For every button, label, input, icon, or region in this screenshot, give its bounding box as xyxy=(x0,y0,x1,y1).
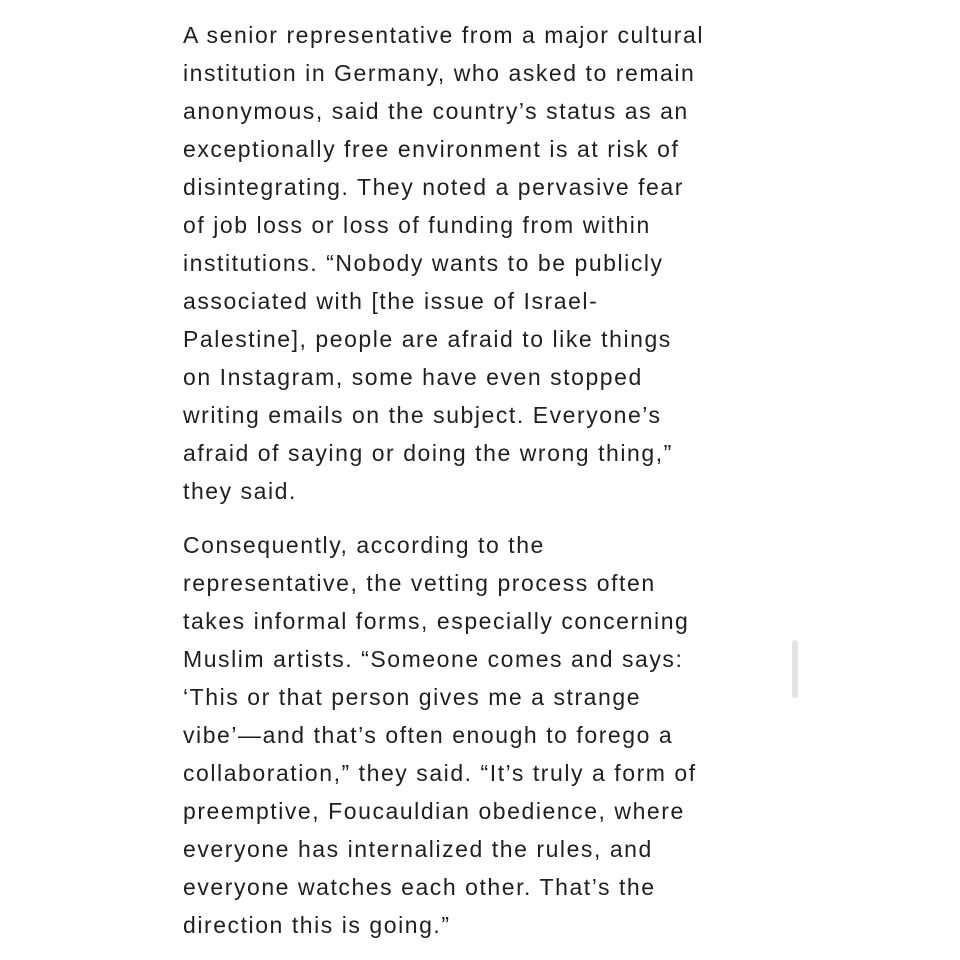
article-paragraph xyxy=(183,526,783,944)
text-line: on Instagram, some have even stopped xyxy=(183,364,643,390)
text-line: anonymous, said the country’s status as an xyxy=(183,98,689,124)
text-line: associated with [the issue of Israel- xyxy=(183,288,599,314)
text-line: Palestine], people are afraid to like things xyxy=(183,326,672,352)
text-line: Muslim artists. “Someone comes and says: xyxy=(183,646,684,672)
article-paragraph xyxy=(183,16,783,510)
text-line: they said. xyxy=(183,478,297,504)
text-line: vibe’—and that’s often enough to forego a xyxy=(183,722,674,748)
text-line: exceptionally free environment is at risk of xyxy=(183,136,680,162)
article-body xyxy=(183,16,783,944)
text-line: afraid of saying or doing the wrong thing,” xyxy=(183,440,673,466)
text-line: of job loss or loss of funding from within xyxy=(183,212,651,238)
text-line: disintegrating. They noted a pervasive fear xyxy=(183,174,684,200)
text-line: takes informal forms, especially concerning xyxy=(183,608,690,634)
text-line: collaboration,” they said. “It’s truly a form of xyxy=(183,760,697,786)
text-line: ‘This or that person gives me a strange xyxy=(183,684,642,710)
text-line: direction this is going.” xyxy=(183,912,451,938)
text-line: everyone watches each other. That’s the xyxy=(183,874,656,900)
text-line: preemptive, Foucauldian obedience, where xyxy=(183,798,685,824)
text-line: everyone has internalized the rules, and xyxy=(183,836,653,862)
text-line: A senior representative from a major cultural xyxy=(183,22,705,48)
text-line: writing emails on the subject. Everyone’s xyxy=(183,402,662,428)
text-line: institutions. “Nobody wants to be publicly xyxy=(183,250,664,276)
text-line: Consequently, according to the xyxy=(183,532,545,558)
text-line: institution in Germany, who asked to remain xyxy=(183,60,696,86)
text-line: representative, the vetting process often xyxy=(183,570,656,596)
scrollbar-thumb[interactable] xyxy=(792,640,798,698)
